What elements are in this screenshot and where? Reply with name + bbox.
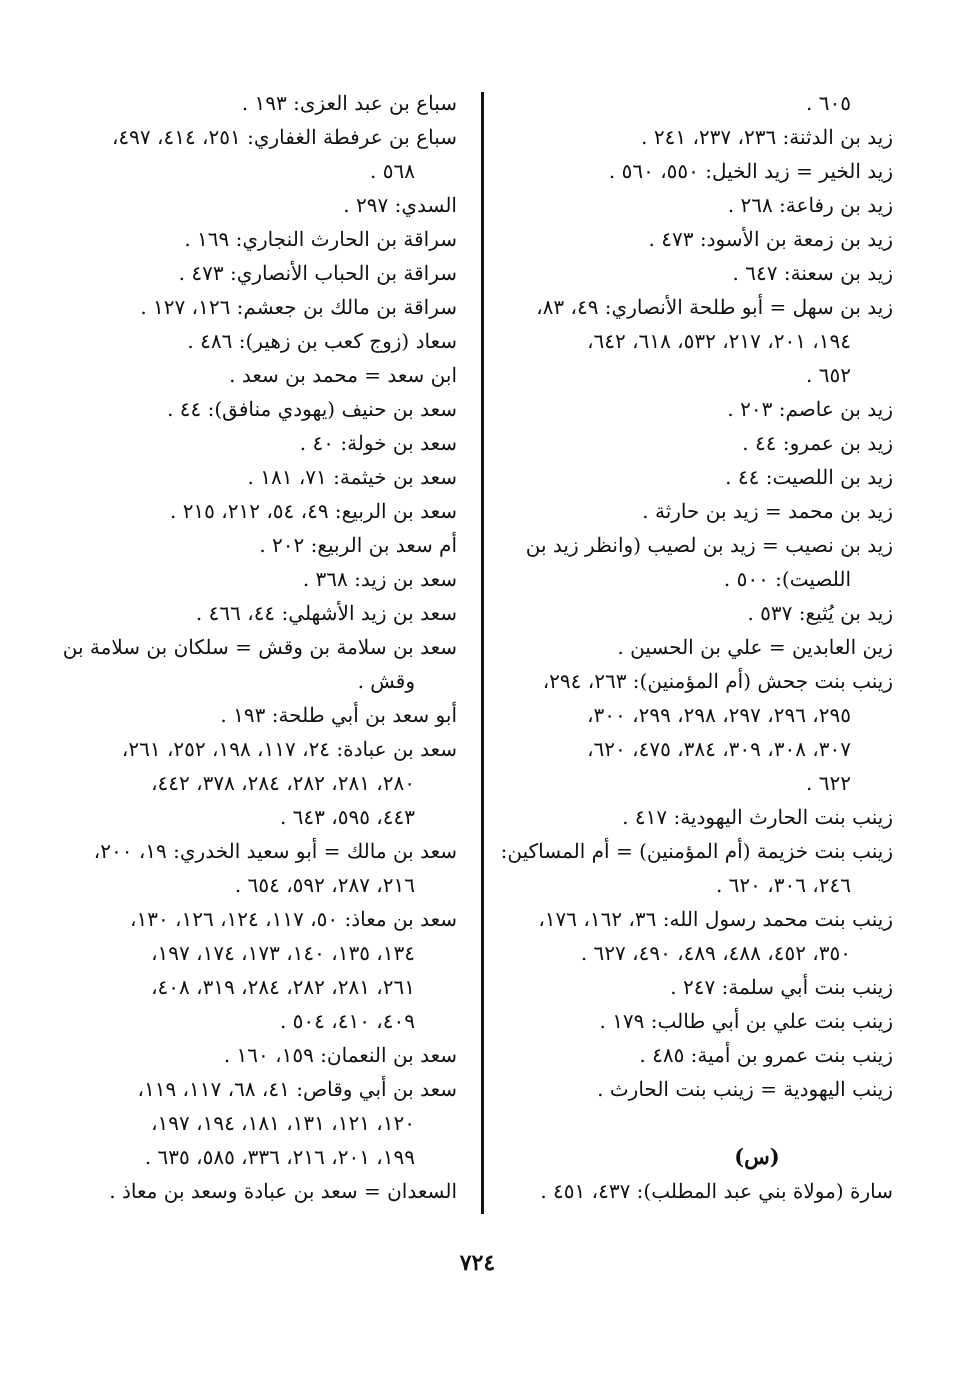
index-entry-line: ٦٢٢ . [806, 771, 851, 795]
index-entry-line: زيد الخير = زيد الخيل: ٥٥٠، ٥٦٠ . [608, 159, 893, 183]
index-entry-line: ١٩٤، ٢٠١، ٢١٧، ٥٣٢، ٦١٨، ٦٤٢، [587, 329, 851, 353]
index-entry-line: ١٢٠، ١٢١، ١٣١، ١٨١، ١٩٤، ١٩٧، [151, 1111, 415, 1135]
index-entry-line: سباع بن عبد العزى: ١٩٣ . [241, 91, 457, 115]
index-entry-line: زيد بن رفاعة: ٢٦٨ . [727, 193, 893, 217]
index-entry-line: سعد بن مالك = أبو سعيد الخدري: ١٩، ٢٠٠، [93, 839, 457, 863]
column-divider [481, 92, 484, 1214]
index-entry-line: زين العابدين = علي بن الحسين . [617, 635, 893, 659]
index-entry-line: زينب بنت خزيمة (أم المؤمنين) = أم المساكين: [500, 839, 893, 863]
index-entry-line: سعد بن سلامة بن وقش = سلكان بن سلامة بن [62, 635, 457, 659]
index-column-right [501, 86, 893, 1208]
index-entry-line: سعد بن خولة: ٤٠ . [299, 431, 457, 455]
index-entry-line: أبو سعد بن أبي طلحة: ١٩٣ . [220, 703, 457, 727]
index-entry-line: أم سعد بن الربيع: ٢٠٢ . [259, 533, 457, 557]
index-entry-line: زيد بن يُثيع: ٥٣٧ . [747, 601, 893, 625]
index-entry-line: زيد بن زمعة بن الأسود: ٤٧٣ . [648, 227, 893, 251]
index-entry-line: زيد بن محمد = زيد بن حارثة . [642, 499, 893, 523]
index-entry-line: سعاد (زوج كعب بن زهير): ٤٨٦ . [187, 329, 457, 353]
index-entry-line: سراقة بن الحباب الأنصاري: ٤٧٣ . [178, 261, 457, 285]
index-entry-line: ٣٠٧، ٣٠٨، ٣٠٩، ٣٨٤، ٤٧٥، ٦٢٠، [587, 737, 851, 761]
index-entry-line: سعد بن النعمان: ١٥٩، ١٦٠ . [223, 1043, 457, 1067]
section-heading: (س) [734, 1144, 780, 1169]
index-entry-line: ٢٨٠، ٢٨١، ٢٨٢، ٢٨٤، ٣٧٨، ٤٤٢، [151, 771, 415, 795]
index-entry-line: سعد بن زيد الأشهلي: ٤٤، ٤٦٦ . [195, 601, 457, 625]
index-entry-line: زينب بنت جحش (أم المؤمنين): ٢٦٣، ٢٩٤، [542, 669, 893, 693]
index-entry-line: ٤٤٣، ٥٩٥، ٦٤٣ . [279, 805, 415, 829]
index-entry-line: زينب بنت عمرو بن أمية: ٤٨٥ . [639, 1043, 893, 1067]
index-entry-line: زينب بنت علي بن أبي طالب: ١٧٩ . [599, 1009, 893, 1033]
index-entry-line: ابن سعد = محمد بن سعد . [229, 363, 457, 387]
index-entry-line: سعد بن الربيع: ٤٩، ٥٤، ٢١٢، ٢١٥ . [169, 499, 457, 523]
index-entry-line: سارة (مولاة بني عبد المطلب): ٤٣٧، ٤٥١ . [540, 1179, 893, 1203]
index-entry-line: سباع بن عرفطة الغفاري: ٢٥١، ٤١٤، ٤٩٧، [111, 125, 457, 149]
index-entry-line [501, 1106, 893, 1140]
index-entry-line: ١٩٩، ٢٠١، ٢١٦، ٣٣٦، ٥٨٥، ٦٣٥ . [144, 1145, 415, 1169]
index-entry-line: زيد بن سعنة: ٦٤٧ . [732, 261, 893, 285]
index-entry-line: السعدان = سعد بن عبادة وسعد بن معاذ . [109, 1179, 457, 1203]
index-entry-line: زينب بنت الحارث اليهودية: ٤١٧ . [622, 805, 893, 829]
index-entry-line: ١٣٤، ١٣٥، ١٤٠، ١٧٣، ١٧٤، ١٩٧، [151, 941, 415, 965]
index-entry-line: زيد بن نصيب = زيد بن لصيب (وانظر زيد بن [525, 533, 893, 557]
index-entry-line: ٦٥٢ . [806, 363, 851, 387]
index-entry-line: ٤٠٩، ٤١٠، ٥٠٤ . [279, 1009, 415, 1033]
index-entry-line: ٢٦١، ٢٨١، ٢٨٢، ٢٨٤، ٣١٩، ٤٠٨، [151, 975, 415, 999]
page-number: ٧٢٤ [459, 1250, 496, 1276]
index-entry-line: سعد بن معاذ: ٥٠، ١١٧، ١٢٤، ١٢٦، ١٣٠، [129, 907, 457, 931]
index-entry-line: سعد بن خيثمة: ٧١، ١٨١ . [247, 465, 457, 489]
index-entry-line: زينب بنت محمد رسول الله: ٣٦، ١٦٢، ١٧٦، [538, 907, 893, 931]
index-entry-line: ٢١٦، ٢٨٧، ٥٩٢، ٦٥٤ . [234, 873, 415, 897]
index-entry-line: ٢٩٥، ٢٩٦، ٢٩٧، ٢٩٨، ٢٩٩، ٣٠٠، [587, 703, 851, 727]
index-entry-line: ٣٥٠، ٤٥٢، ٤٨٨، ٤٨٩، ٤٩٠، ٦٢٧ . [580, 941, 851, 965]
index-column-left [62, 86, 457, 1208]
index-entry-line: اللصيت): ٥٠٠ . [723, 567, 851, 591]
index-entry-line: سعد بن عبادة: ٢٤، ١١٧، ١٩٨، ٢٥٢، ٢٦١، [121, 737, 457, 761]
index-entry-line: زينب بنت أبي سلمة: ٢٤٧ . [670, 975, 893, 999]
index-entry-line: زيد بن سهل = أبو طلحة الأنصاري: ٤٩، ٨٣، [536, 295, 893, 319]
index-entry-line: سعد بن أبي وقاص: ٤١، ٦٨، ١١٧، ١١٩، [137, 1077, 457, 1101]
index-entry-line: سراقة بن مالك بن جعشم: ١٢٦، ١٢٧ . [140, 295, 457, 319]
index-entry-line: سعد بن زيد: ٣٦٨ . [302, 567, 457, 591]
index-entry-line: زينب اليهودية = زينب بنت الحارث . [597, 1077, 893, 1101]
index-entry-line: زيد بن اللصيت: ٤٤ . [725, 465, 893, 489]
index-entry-line: زيد بن الدثنة: ٢٣٦، ٢٣٧، ٢٤١ . [641, 125, 893, 149]
index-entry-line: سراقة بن الحارث النجاري: ١٦٩ . [184, 227, 457, 251]
index-entry-line: زيد بن عمرو: ٤٤ . [742, 431, 893, 455]
index-entry-line: ٢٤٦، ٣٠٦، ٦٢٠ . [715, 873, 851, 897]
index-entry-line: زيد بن عاصم: ٢٠٣ . [727, 397, 893, 421]
index-entry-line: وقش . [357, 669, 415, 693]
index-entry-line: السدي: ٢٩٧ . [343, 193, 457, 217]
index-entry-line: ٥٦٨ . [370, 159, 415, 183]
index-entry-line: سعد بن حنيف (يهودي منافق): ٤٤ . [167, 397, 457, 421]
index-entry-line: ٦٠٥ . [806, 91, 851, 115]
